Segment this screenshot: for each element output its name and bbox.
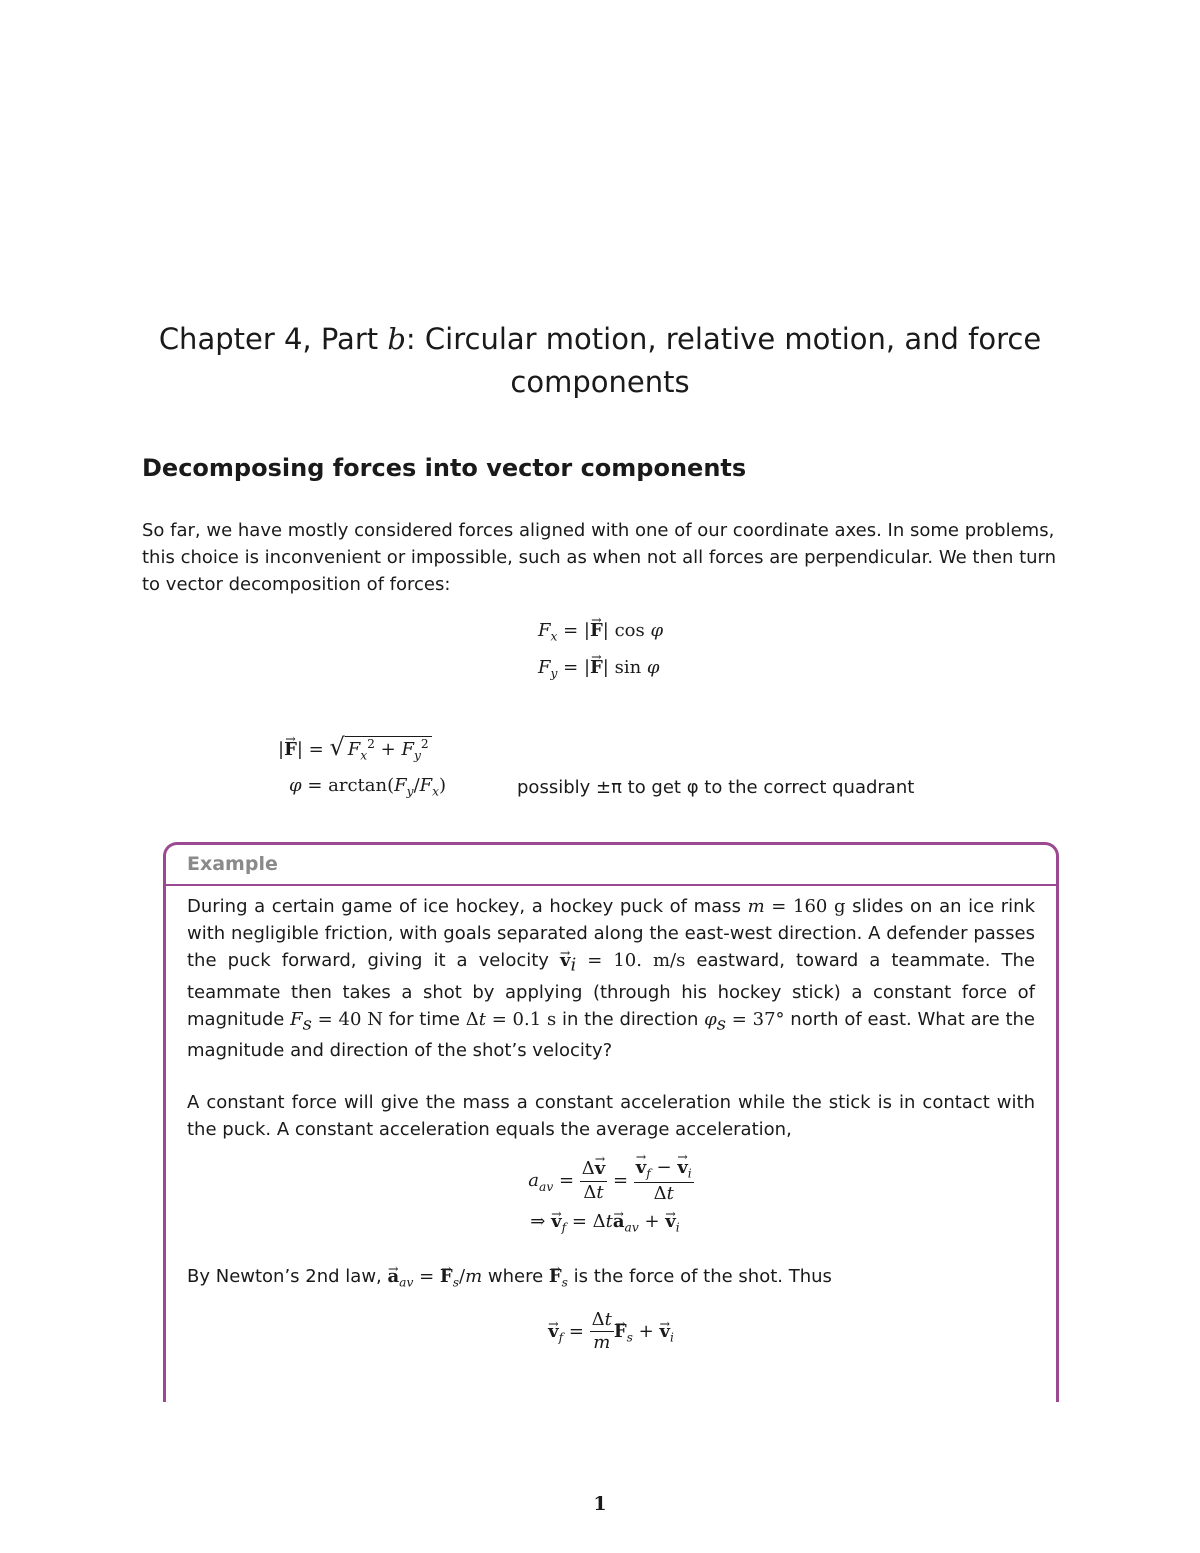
equation-thus: → $v_f$ = $\frac{\Delta t}{m}$ → $F_s$ + → $v_i$ [187,1309,1035,1355]
equation-magnitude: |→ F| = √ $F_x^2 + F_y^2$ [278,733,432,763]
equation-average-acceleration: $a_{av}$ = $\frac{\Delta\to v}{\Delta t}$ = → $\frac{v_f - \to v_i}{\Delta t}$ [187,1157,1035,1205]
equation-fx: $F_x$ = |→ F| cos φ [538,620,663,644]
title-italic-letter: b [387,322,406,356]
title-prefix: Chapter 4, Part [158,322,388,356]
example-header [166,845,1056,886]
page-number: 1 [593,1493,607,1515]
example-acceleration-paragraph: A constant force will give the mass a constant acceleration while the stick is in contact with the puck. A constant acceleration equals the average acceleration, [187,1092,1035,1141]
title-line-2: components [510,365,690,399]
title-suffix: : Circular motion, relative motion, and force [405,322,1042,356]
equation-angle: $\varphi = \arctan(F_y/F_x)$ [289,775,447,799]
intro-paragraph: So far, we have mostly considered forces aligned with one of our coordinate axes. In some problems, this choice is inconvenient or impossible, such as when not all forces are perpendicular. We then turn to vector decomposition of forces: [142,520,1057,595]
example-box [163,842,1059,1402]
section-heading: Decomposing forces into vector components [142,454,747,482]
angle-note: possibly ±π to get φ to the correct quadrant [517,777,915,798]
example-newton-paragraph: By Newton’s 2nd law, → $a_{av}$ = → $F_s/m$ where → $F_s$ is the force of the shot. Thus [187,1263,1035,1297]
equation-fy: $F_y$ = |→ F| sin φ [538,657,660,681]
example-label: Example [187,853,278,875]
equation-final-velocity: ⇒ → $v_f = \Delta t\to a_{av}$ + → $v_i$ [175,1208,1035,1242]
example-problem-paragraph: During a certain game of ice hockey, a hockey puck of mass m = 160 g slides on an ice rink with negligible friction, with goals separated along the east-west direction. A defender passes the puck forward, giving it a velocity → $v_i = 10$. m/s eastward, toward a teammate. The teammate then takes a shot by applying (through his hockey stick) a constant force of magnitude $F_s = 40$ N for time Δt = 0.1 s in the direction $\varphi_s = 37^\circ$ north of east. What are the magnitude and direction of the shot’s velocity? [187,893,1035,1064]
page-title [0,318,1200,404]
example-body [187,893,1035,1355]
